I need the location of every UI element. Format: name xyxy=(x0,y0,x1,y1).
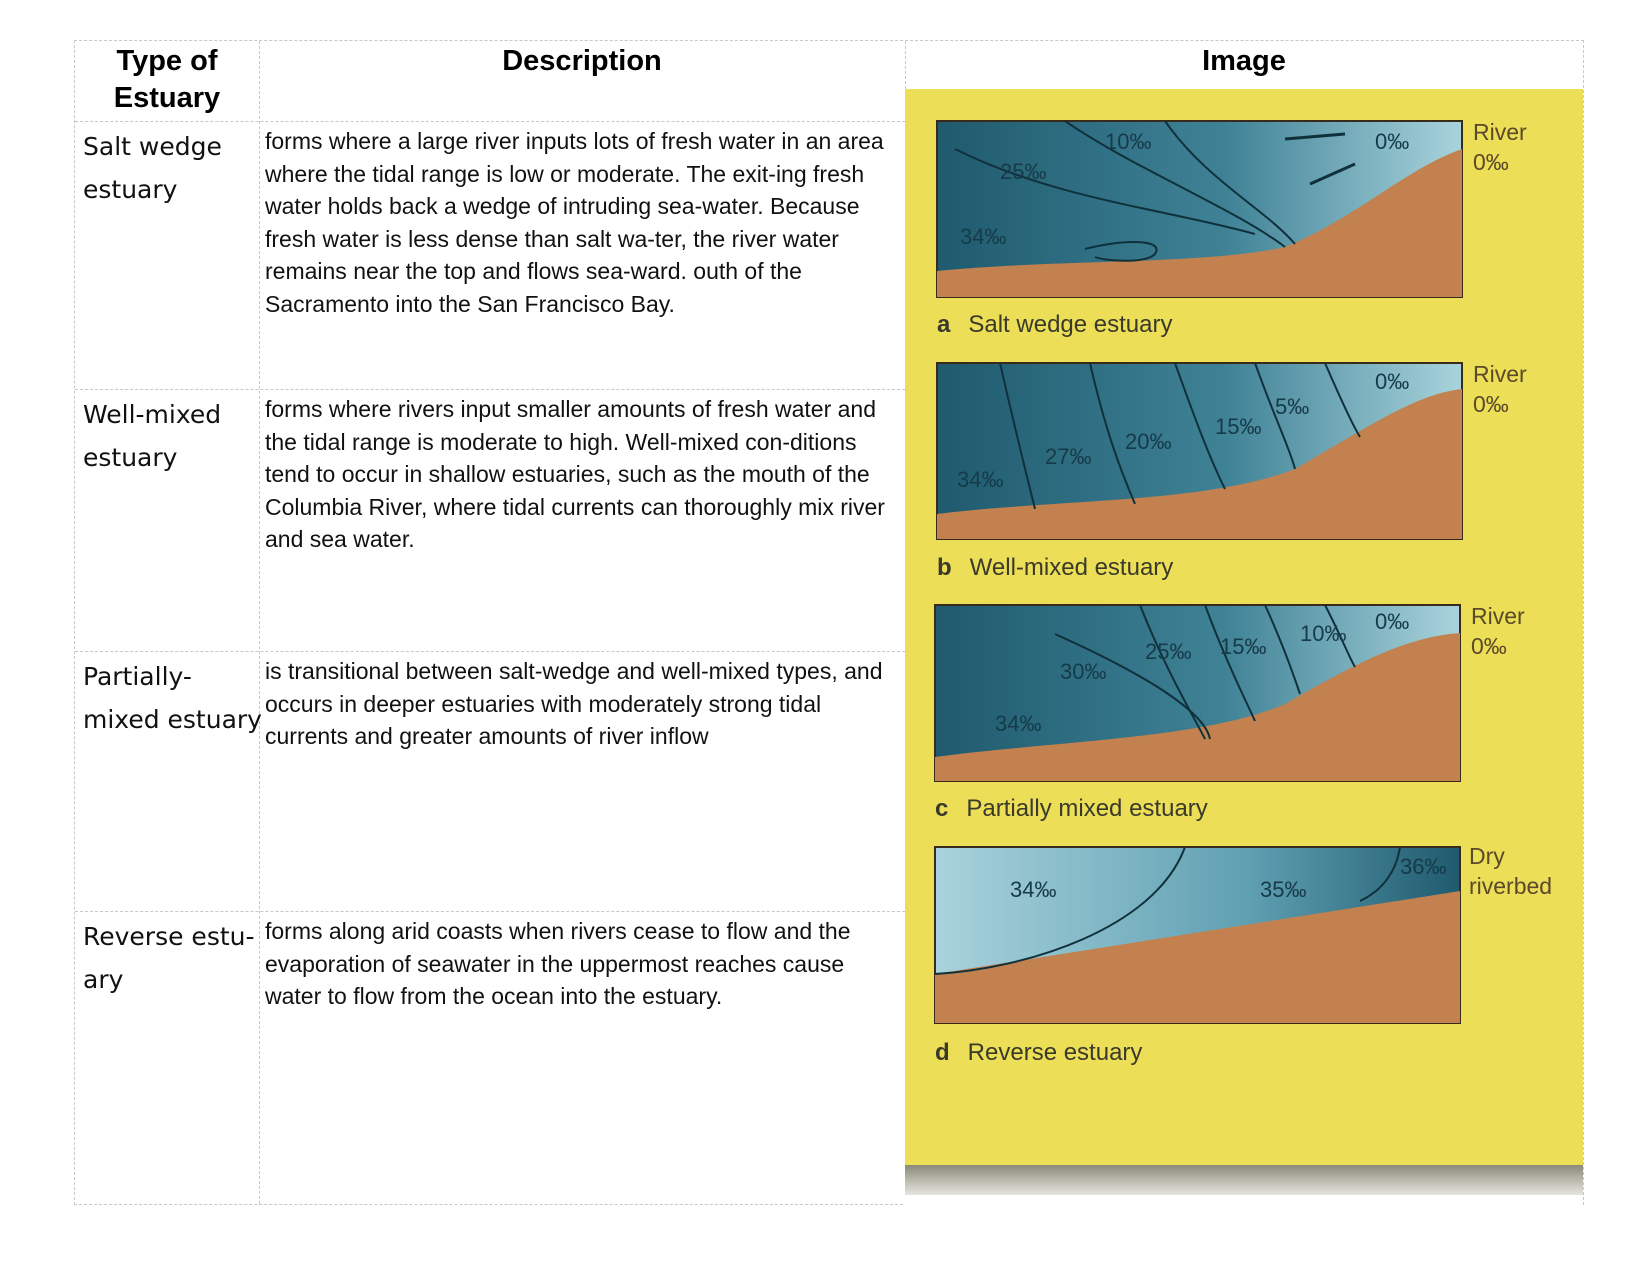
salinity-label: 25‰ xyxy=(1145,639,1192,664)
salinity-label: 27‰ xyxy=(1045,444,1092,469)
estuary-figure xyxy=(905,89,1583,1205)
row-description: is transitional between salt-wedge and well-mixed types, and occurs in deeper estuaries with moderately strong tidal currents and greater amounts of river inflow xyxy=(265,658,883,749)
row-divider xyxy=(75,121,905,122)
salinity-label: 25‰ xyxy=(1000,159,1047,184)
panel-a-side-label: River 0‰ xyxy=(1473,119,1527,175)
salinity-label: 0‰ xyxy=(1375,369,1410,394)
salinity-label: 36‰ xyxy=(1400,854,1447,879)
panel-c-diagram xyxy=(935,605,1460,781)
salinity-label: 10‰ xyxy=(1105,129,1152,154)
panel-d-caption: d Reverse estuary xyxy=(935,1039,1143,1066)
row-type: Well-mixed estuary xyxy=(83,400,222,472)
salinity-label: 34‰ xyxy=(995,711,1042,736)
salinity-label: 30‰ xyxy=(1060,659,1107,684)
salinity-label: 15‰ xyxy=(1220,634,1267,659)
salinity-label: 34‰ xyxy=(1010,877,1057,902)
row-divider xyxy=(75,911,905,912)
row-description: forms where a large river inputs lots of fresh water in an area where the tidal range is low or moderate. The exit-ing fresh water holds back a wedge of intruding sea-water. Because fresh water is less dense than salt wa-ter, the river water remains near the top and flows sea-ward. outh of the Sacramento into the San Francisco Bay. xyxy=(265,128,884,317)
panel-b-caption: b Well-mixed estuary xyxy=(937,554,1174,581)
column-divider xyxy=(259,41,260,1204)
panel-c-side-label: River 0‰ xyxy=(1471,603,1525,659)
salinity-label: 35‰ xyxy=(1260,877,1307,902)
panel-c-caption: c Partially mixed estuary xyxy=(935,795,1208,822)
panel-b-diagram xyxy=(937,363,1462,539)
header-type: Type of Estuary xyxy=(113,45,221,114)
row-divider xyxy=(75,651,905,652)
estuary-table xyxy=(74,40,1584,1205)
row-description: forms along arid coasts when rivers cease to flow and the evaporation of seawater in the uppermost reaches cause water to flow from the ocean into the estuary. xyxy=(265,918,851,1009)
salinity-label: 34‰ xyxy=(960,224,1007,249)
salinity-label: 10‰ xyxy=(1300,621,1347,646)
panel-d-side-label: Dry riverbed xyxy=(1469,843,1553,899)
salinity-label: 5‰ xyxy=(1275,394,1310,419)
page-edge xyxy=(905,1195,1583,1205)
panel-a-diagram xyxy=(937,121,1462,297)
panel-d-diagram xyxy=(935,847,1460,1023)
row-divider xyxy=(75,389,905,390)
salinity-label: 20‰ xyxy=(1125,429,1172,454)
row-type: Partially-mixed estuary xyxy=(83,662,262,734)
row-type: Salt wedge estuary xyxy=(83,132,222,204)
salinity-label: 15‰ xyxy=(1215,414,1262,439)
panel-a-caption: a Salt wedge estuary xyxy=(937,311,1173,338)
salinity-label: 34‰ xyxy=(957,467,1004,492)
header-description: Description xyxy=(502,45,662,77)
salinity-label: 0‰ xyxy=(1375,129,1410,154)
row-description: forms where rivers input smaller amounts of fresh water and the tidal range is moderate to high. Well-mixed con-ditions tend to occur in shallow estuaries, such as the mouth of the Columbia River, where tidal currents can thoroughly mix river and sea water. xyxy=(265,396,885,552)
header-image: Image xyxy=(1202,45,1286,77)
salinity-label: 0‰ xyxy=(1375,609,1410,634)
row-type: Reverse estu-ary xyxy=(83,922,255,994)
panel-b-side-label: River 0‰ xyxy=(1473,361,1527,417)
